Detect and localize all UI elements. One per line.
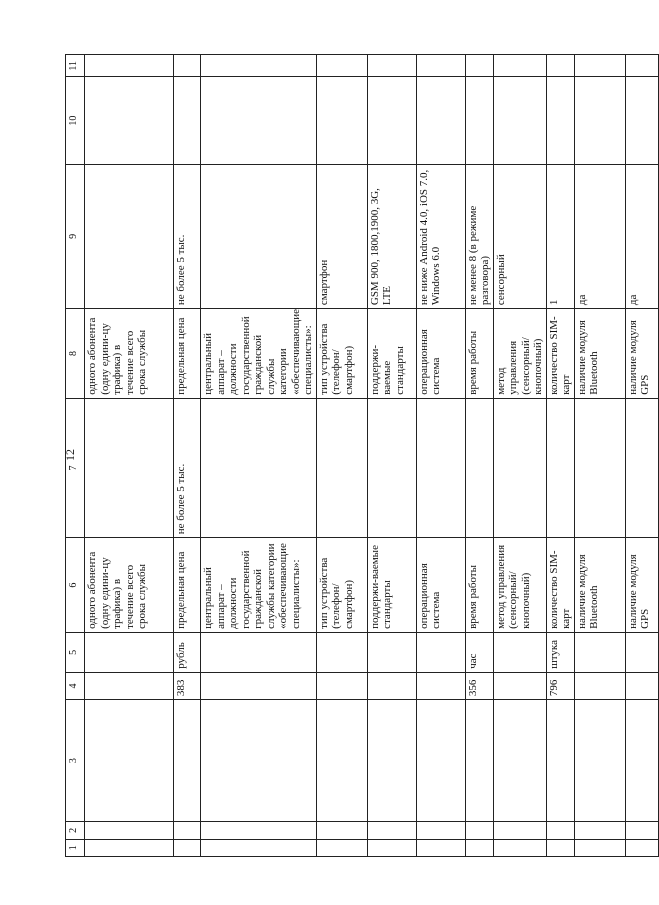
table-cell [465,672,493,699]
cell-text: да [626,294,639,306]
specification-table [65,54,659,857]
table-cell-empty [85,700,174,822]
cell-text: 796 [547,679,560,697]
table-cell-empty [465,839,493,856]
table-cell [367,309,416,399]
table-cell [574,164,625,308]
table-cell [316,309,367,399]
table-cell [201,632,317,672]
table-cell [316,538,367,633]
cell-text: метод управления (сенсорный/ кнопочный) [494,544,532,629]
table-cell [416,538,465,633]
table-cell-empty [201,839,317,856]
table-cell [493,538,546,633]
table-cell [316,672,367,699]
table-cell [574,672,625,699]
table-row [201,55,317,857]
table-cell-empty [174,55,201,78]
cell-text: сенсорный [494,254,507,306]
table-cell-empty [416,77,465,164]
table-cell-empty [416,700,465,822]
table-cell-empty [625,77,658,164]
column-number: 4 [66,672,85,699]
table-cell-empty [493,55,546,78]
table-cell [493,309,546,399]
table-cell [174,398,201,537]
cell-text: одного абонента (одну едини-цу трафика) в течение всего срока службы [86,551,148,629]
table-row [493,55,546,857]
column-number: 6 [66,538,85,633]
page-number: 12 [63,449,77,461]
table-cell [546,538,574,633]
table-cell-empty [625,55,658,78]
table-cell-empty [316,55,367,78]
column-number: 1 [66,839,85,856]
table-cell-empty [574,55,625,78]
table-row [465,55,493,857]
table-cell [574,398,625,537]
table-cell [416,164,465,308]
table-cell [574,538,625,633]
table-cell-empty [85,55,174,78]
column-number-row [66,55,85,857]
table-cell [625,398,658,537]
table-row [367,55,416,857]
table-cell-empty [367,55,416,78]
cell-text: метод управления (сенсорный/ кнопочный) [494,337,544,395]
table-cell [625,632,658,672]
table-cell [201,309,317,399]
table-cell [201,164,317,308]
cell-text: час [466,653,479,669]
cell-text: время работы [466,565,479,629]
table-cell [625,672,658,699]
table-cell-empty [574,77,625,164]
table-cell-empty [316,700,367,822]
table-cell [85,672,174,699]
table-cell-empty [574,822,625,839]
table-cell-empty [625,822,658,839]
column-number: 9 [66,164,85,308]
table-cell [625,164,658,308]
table-cell-empty [465,77,493,164]
table-cell [174,538,201,633]
table-cell-empty [465,700,493,822]
table-cell-empty [174,822,201,839]
table-cell-empty [174,77,201,164]
cell-text: предельная цена [175,317,187,395]
cell-text: количество SIM-карт [547,316,572,395]
table-cell [416,398,465,537]
cell-text: одного абонента (одну едини-цу трафика) в течение всего срока службы [86,317,148,395]
cell-text: не более 5 тыс. [175,234,187,306]
column-number: 3 [66,700,85,822]
cell-text: предельная цена [175,551,187,629]
table-row [625,55,658,857]
table-cell [546,632,574,672]
cell-text: наличие модуля GPS [626,554,651,629]
table-row [546,55,574,857]
table-cell [316,398,367,537]
table-cell-empty [367,839,416,856]
table-cell-empty [316,822,367,839]
cell-text: поддержи-ваемые стандарты [368,545,393,629]
table-row [416,55,465,857]
table-cell [416,672,465,699]
table-cell-empty [316,77,367,164]
table-cell-empty [546,55,574,78]
column-number: 11 [66,55,85,78]
table-cell [493,398,546,537]
table-cell-empty [546,77,574,164]
table-cell [367,398,416,537]
table-cell [367,632,416,672]
cell-text: 1 [547,299,560,306]
table-cell [316,164,367,308]
table-cell [201,538,317,633]
table-cell-empty [416,839,465,856]
cell-text: да [575,294,588,306]
table-cell [625,309,658,399]
table-cell-empty [174,700,201,822]
cell-text: не ниже Android 4.0, iOS 7.0, Windows 6.0 [417,169,442,306]
table-cell-empty [201,700,317,822]
cell-text: центральный аппарат – должности государственной гражданской службы категории «обеспечивающие специалисты»: [202,308,314,395]
table-cell-empty [493,839,546,856]
table-cell [85,632,174,672]
table-cell [85,538,174,633]
table-cell-empty [465,55,493,78]
cell-text: смартфон [317,259,330,306]
table-cell-empty [201,77,317,164]
cell-text: центральный аппарат – должности государственной гражданской службы категории «обеспечивающие специалисты»: [202,543,302,629]
cell-text: тип устройства (телефон/ смартфон) [317,323,355,395]
table-cell-empty [174,839,201,856]
cell-text: не менее 8 (в режиме разговора) [466,205,491,306]
table-cell-empty [546,822,574,839]
cell-text: штука [547,640,560,669]
table-cell-empty [574,839,625,856]
cell-text: время работы [466,330,479,395]
table-cell-empty [493,700,546,822]
cell-text: не более 5 тыс. [175,463,187,535]
cell-text: наличие модуля Bluetooth [575,554,600,629]
table-cell [625,538,658,633]
column-number: 10 [66,77,85,164]
table-cell [316,632,367,672]
cell-text: рубль [175,642,187,669]
rotated-table-wrapper [65,54,651,857]
table-cell-empty [493,822,546,839]
table-cell [85,309,174,399]
cell-text: тип устройства (телефон/ смартфон) [317,557,355,629]
table-cell-empty [416,55,465,78]
table-cell [416,309,465,399]
table-cell-empty [493,77,546,164]
table-cell [493,632,546,672]
table-cell-empty [367,77,416,164]
table-row [574,55,625,857]
table-cell [85,398,174,537]
table-cell-empty [416,822,465,839]
cell-text: операционная система [417,329,442,395]
table-cell-empty [574,700,625,822]
table-cell [85,164,174,308]
cell-text: 383 [175,679,187,697]
table-row [85,55,174,857]
table-cell [201,398,317,537]
table-cell [174,672,201,699]
table-cell-empty [85,822,174,839]
table-cell [174,164,201,308]
table-cell [174,632,201,672]
cell-text: поддержи-ваемые стандарты [368,344,406,395]
table-cell-empty [85,839,174,856]
cell-text: GSM 900, 1800,1900, 3G, LTE [368,188,393,306]
table-cell [465,398,493,537]
table-cell-empty [546,839,574,856]
table-cell-empty [546,700,574,822]
table-row [174,55,201,857]
table-cell-empty [367,822,416,839]
table-cell [465,538,493,633]
column-number: 5 [66,632,85,672]
table-cell-empty [85,77,174,164]
column-number: 8 [66,309,85,399]
table-cell [546,672,574,699]
cell-text: 356 [466,679,479,697]
table-cell [465,632,493,672]
table-cell [546,398,574,537]
cell-text: операционная система [417,563,442,629]
table-cell [493,672,546,699]
table-cell [367,164,416,308]
cell-text: наличие модуля Bluetooth [575,320,600,395]
table-cell [574,632,625,672]
table-cell-empty [625,839,658,856]
table-row [316,55,367,857]
table-cell [174,309,201,399]
table-cell [465,309,493,399]
table-cell [493,164,546,308]
table-cell [465,164,493,308]
table-cell-empty [625,700,658,822]
table-cell [367,672,416,699]
table-cell-empty [201,55,317,78]
table-cell-empty [201,822,317,839]
table-cell-empty [465,822,493,839]
column-number: 2 [66,822,85,839]
table-cell [201,672,317,699]
column-number: 7 [66,398,85,537]
table-cell-empty [316,839,367,856]
cell-text: наличие модуля GPS [626,320,651,395]
table-cell [546,309,574,399]
table-cell [416,632,465,672]
table-cell [546,164,574,308]
table-cell [367,538,416,633]
table-cell [574,309,625,399]
table-cell-empty [367,700,416,822]
cell-text: количество SIM-карт [547,550,572,629]
